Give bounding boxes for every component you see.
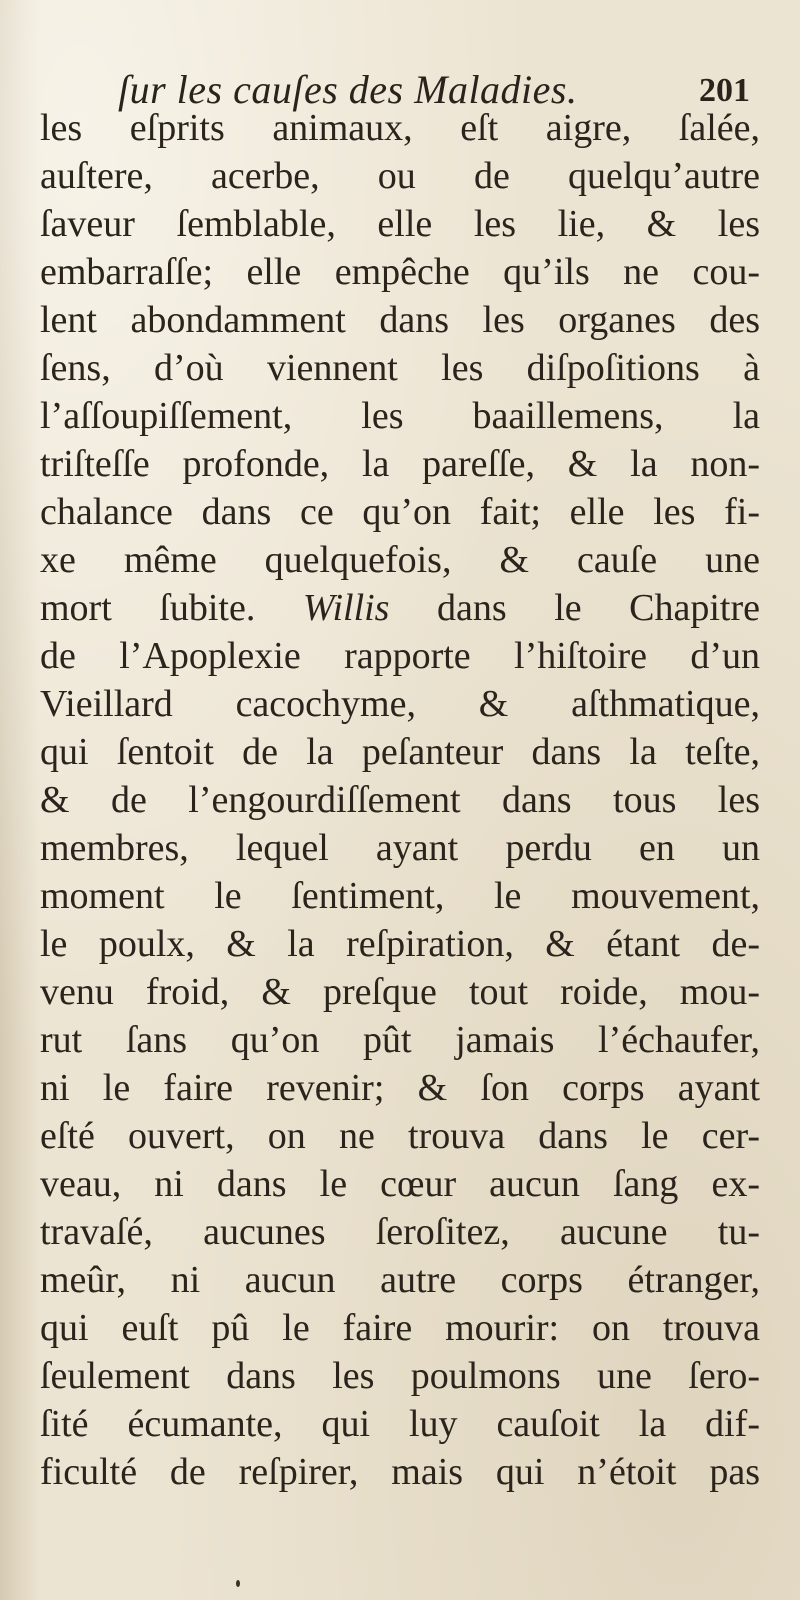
running-title: ſur les cauſes des Maladies. [118, 67, 578, 112]
text-line: ſaveur ſemblable, elle les lie, & les [40, 203, 760, 245]
text-line: triſteſſe profonde, la pareſſe, & la non- [40, 443, 760, 485]
text-line [40, 584, 760, 632]
text-line: ſeulement dans les poulmons une ſero- [40, 1355, 760, 1397]
text-line: l’aſſoupiſſement, les baaillemens, la [40, 395, 760, 437]
text-line: lent abondamment dans les organes des [40, 299, 760, 341]
text-line: membres, lequel ayant perdu en un [40, 827, 760, 869]
text-line: les eſprits animaux, eſt aigre, ſalée, [40, 107, 760, 149]
text-line: meûr, ni aucun autre corps étranger, [40, 1259, 760, 1301]
text-block [40, 104, 760, 1496]
text-line: chalance dans ce qu’on fait; elle les fi- [40, 491, 760, 533]
text-line: Vieillard cacochyme, & aſthmatique, [40, 683, 760, 725]
text-line: ſens, d’où viennent les diſpoſitions à [40, 347, 760, 389]
text-line: de l’Apoplexie rapporte l’hiſtoire d’un [40, 635, 760, 677]
text-line: rut ſans qu’on pût jamais l’échaufer, [40, 1019, 760, 1061]
text-line: le poulx, & la reſpiration, & étant de- [40, 923, 760, 965]
author-name: Willis [302, 587, 390, 629]
text-line: qui euſt pû le faire mourir: on trouva [40, 1307, 760, 1349]
text-line: venu froid, & preſque tout roide, mou- [40, 971, 760, 1013]
text-line: embarraſſe; elle empêche qu’ils ne cou- [40, 251, 760, 293]
text-line: moment le ſentiment, le mouvement, [40, 875, 760, 917]
text-line: eſté ouvert, on ne trouva dans le cer- [40, 1115, 760, 1157]
text-line: veau, ni dans le cœur aucun ſang ex- [40, 1163, 760, 1205]
text-segment: mort ſubite. [40, 587, 303, 629]
text-line: auſtere, acerbe, ou de quelqu’autre [40, 155, 760, 197]
text-line: travaſé, aucunes ſeroſitez, aucune tu- [40, 1211, 760, 1253]
text-line: xe même quelquefois, & cauſe une [40, 539, 760, 581]
ink-speck [236, 1580, 240, 1587]
text-line: ni le faire revenir; & ſon corps ayant [40, 1067, 760, 1109]
text-line: qui ſentoit de la peſanteur dans la teſte, [40, 731, 760, 773]
text-line: ficulté de reſpirer, mais qui n’étoit pas [40, 1451, 760, 1493]
page-number: 201 [699, 72, 750, 109]
text-segment: dans le Chapitre [389, 587, 760, 629]
text-line: & de l’engourdiſſement dans tous les [40, 779, 760, 821]
text-line: ſité écumante, qui luy cauſoit la dif- [40, 1403, 760, 1445]
